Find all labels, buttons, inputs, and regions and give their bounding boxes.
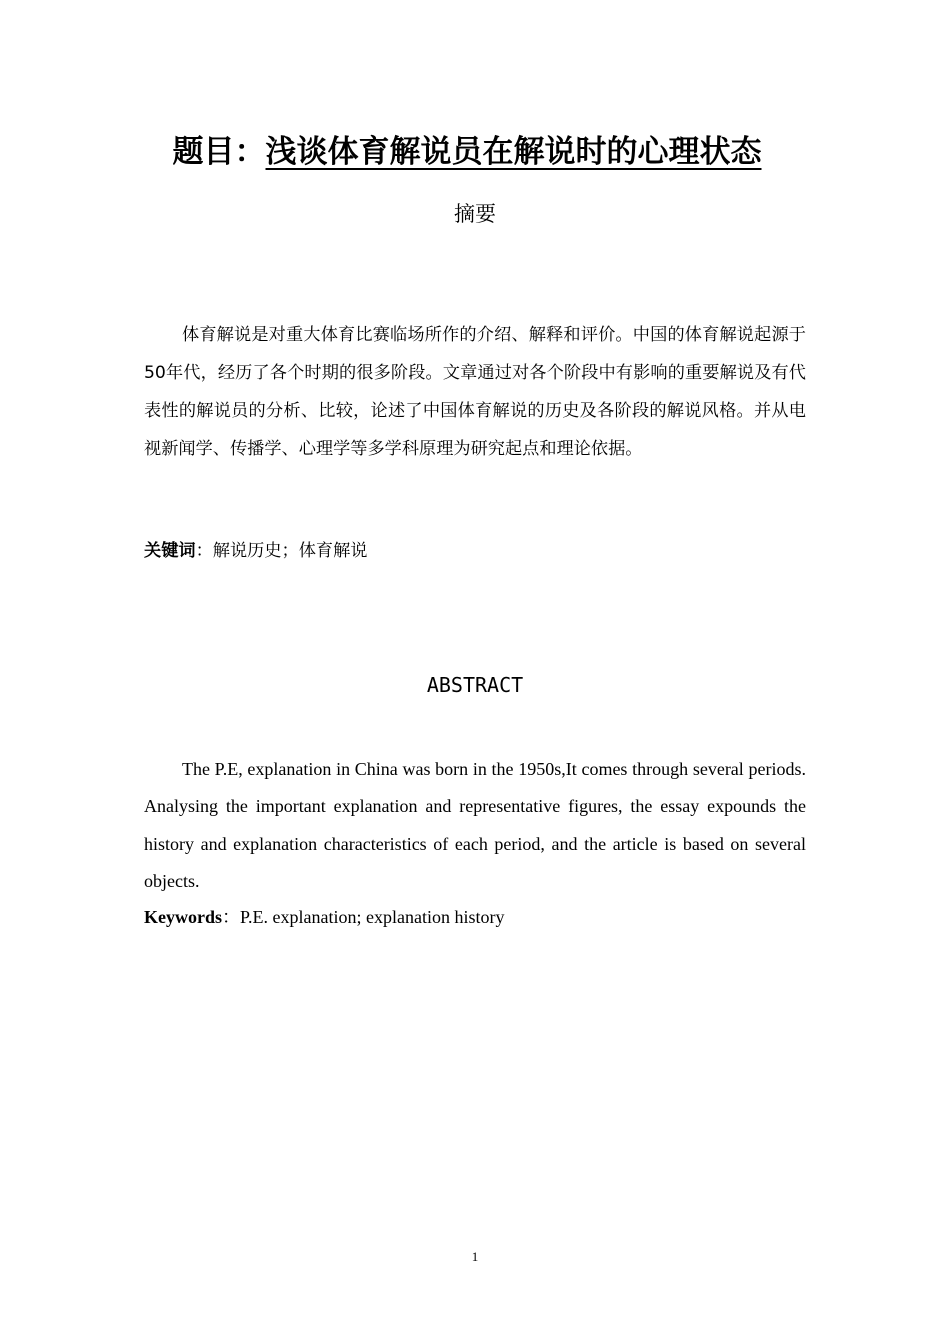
chinese-keywords-label: 关键词 — [144, 541, 196, 561]
english-keywords-separator: ： — [222, 907, 240, 927]
english-keywords-label: Keywords — [144, 907, 222, 927]
english-keywords — [144, 902, 504, 932]
chinese-abstract-body: 体育解说是对重大体育比赛临场所作的介绍、解释和评价。中国的体育解说起源于50年代，经历了各个时期的很多阶段。文章通过对各个阶段中有影响的重要解说及有代表性的解说员的分析、比较，论述了中国体育解说的历史及各阶段的解说风格。并从电视新闻学、传播学、心理学等多学科原理为研究起点和理论依据。 — [144, 325, 806, 459]
chinese-keywords — [144, 536, 367, 566]
english-abstract-heading: ABSTRACT — [426, 673, 524, 697]
english-keywords-values: P.E. explanation; explanation history — [240, 907, 505, 927]
paper-title — [0, 128, 950, 176]
chinese-keywords-values: 解说历史；体育解说 — [212, 541, 368, 561]
title-main: 浅谈体育解说员在解说时的心理状态 — [265, 134, 762, 170]
page-number: 1 — [471, 1249, 479, 1264]
chinese-keywords-separator: ： — [195, 541, 213, 561]
chinese-abstract-heading: 摘要 — [454, 202, 496, 226]
title-prefix: 题目： — [172, 134, 266, 170]
english-abstract-body: The P.E, explanation in China was born in the 1950s,It comes through several periods. Analysing the important explanation and representative figures, the essay expounds the history and explanation characteristics of each period, and the article is based on several objects. — [144, 759, 806, 891]
